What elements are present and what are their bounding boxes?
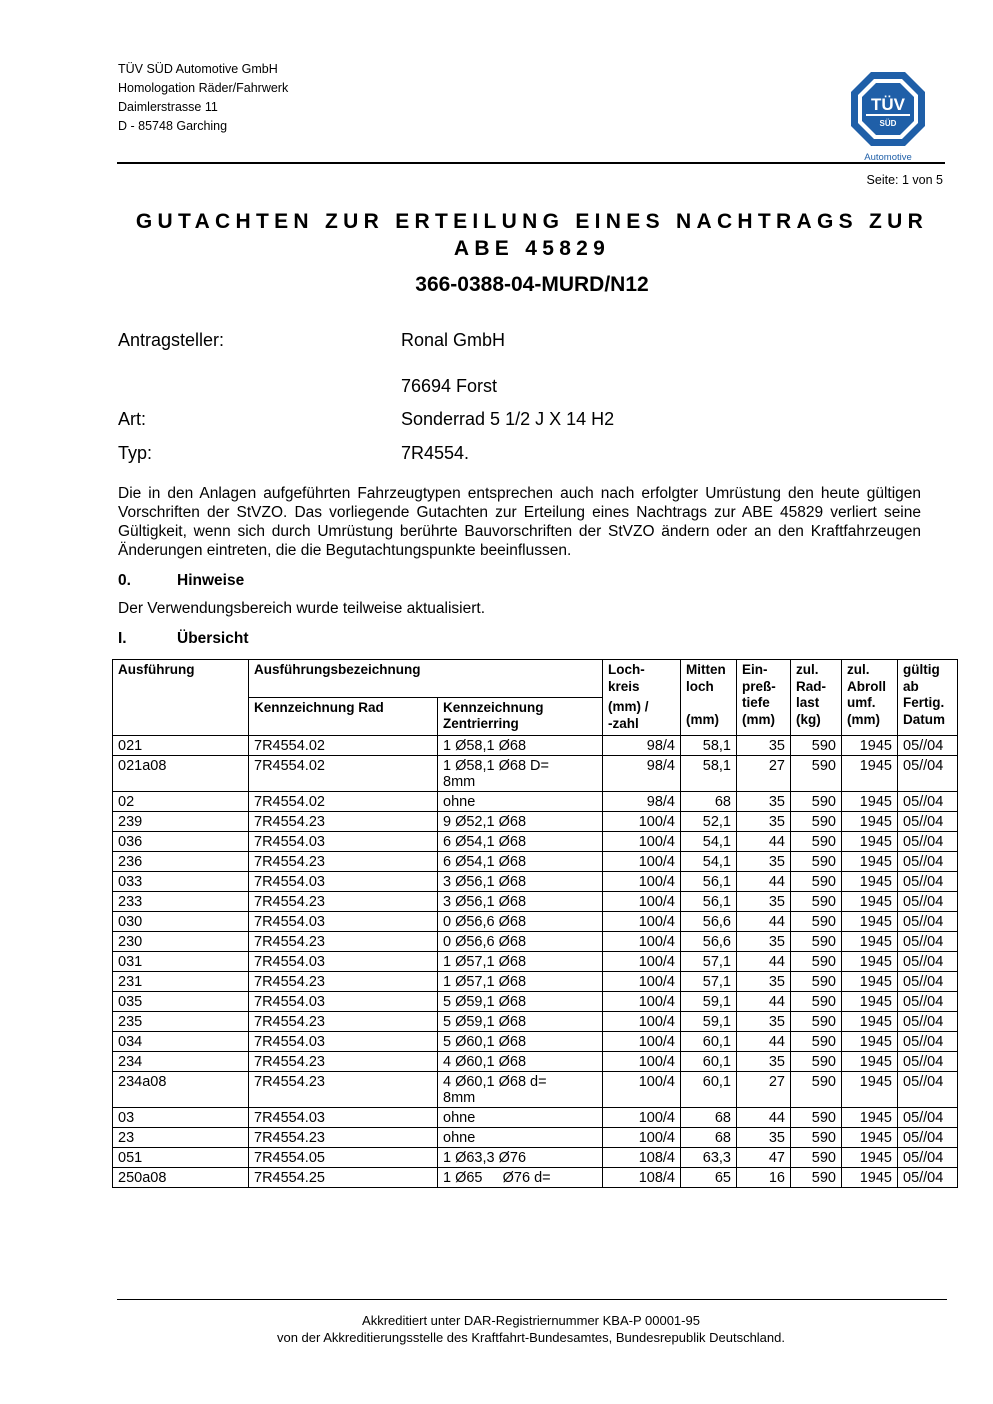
cell-mittenloch: 57,1: [681, 951, 737, 971]
cell-radlast: 590: [791, 971, 842, 991]
cell-mittenloch: 52,1: [681, 811, 737, 831]
cell-gueltig-ab: 05//04: [898, 1127, 958, 1147]
cell-gueltig-ab: 05//04: [898, 1071, 958, 1107]
cell-radlast: 590: [791, 735, 842, 755]
cell-gueltig-ab: 05//04: [898, 755, 958, 791]
cell-lochkreis: 100/4: [603, 851, 681, 871]
cell-gueltig-ab: 05//04: [898, 871, 958, 891]
cell-ausfuehrung: 031: [113, 951, 249, 971]
cell-kennzeichnung-rad: 7R4554.05: [249, 1147, 438, 1167]
svg-text:SÜD: SÜD: [879, 119, 897, 128]
header-radlast: zul. Rad- last (kg): [791, 660, 842, 736]
section-note: Der Verwendungsbereich wurde teilweise aktualisiert.: [118, 600, 486, 617]
cell-abrollumfang: 1945: [842, 1127, 898, 1147]
applicant-label: Antragsteller:: [118, 330, 225, 350]
cell-abrollumfang: 1945: [842, 831, 898, 851]
cell-lochkreis: 100/4: [603, 871, 681, 891]
cell-kennzeichnung-rad: 7R4554.23: [249, 1011, 438, 1031]
cell-einpresstiefe: 35: [737, 971, 791, 991]
cell-ausfuehrung: 233: [113, 891, 249, 911]
document-title: [118, 208, 946, 262]
cell-zentrierring: ohne: [438, 1127, 603, 1147]
cell-abrollumfang: 1945: [842, 1167, 898, 1187]
cell-radlast: 590: [791, 931, 842, 951]
title-line-2: ABE 45829: [453, 237, 611, 260]
intro-paragraph: Die in den Anlagen aufgeführten Fahrzeugtypen entsprechen auch nach erfolgter Umrüstung den heute gültigen Vorschriften der StVZO. Das vorliegende Gutachten zur Erteilung eines Nachtrags zur ABE 45829 verliert seine Gültigkeit, wenn sich durch Umrüstung berührte Bauvorschriften der StVZO ändern oder an den Kraftfahrzeugen Änderungen eintreten, die die Begutachtungspunkte beeinflussen.: [118, 485, 921, 559]
cell-mittenloch: 68: [681, 1107, 737, 1127]
model-label: Typ:: [118, 443, 153, 463]
header-gueltig-ab: gültig ab Fertig. Datum: [898, 660, 958, 736]
footer-divider: [117, 1299, 947, 1300]
header-mittenloch: Mitten loch (mm): [681, 660, 737, 736]
cell-radlast: 590: [791, 1127, 842, 1147]
cell-einpresstiefe: 44: [737, 951, 791, 971]
cell-lochkreis: 100/4: [603, 1031, 681, 1051]
cell-gueltig-ab: 05//04: [898, 991, 958, 1011]
cell-zentrierring: 6 Ø54,1 Ø68: [438, 831, 603, 851]
cell-abrollumfang: 1945: [842, 931, 898, 951]
cell-kennzeichnung-rad: 7R4554.03: [249, 991, 438, 1011]
cell-einpresstiefe: 35: [737, 1127, 791, 1147]
cell-kennzeichnung-rad: 7R4554.23: [249, 971, 438, 991]
cell-zentrierring: 4 Ø60,1 Ø68 d= 8mm: [438, 1071, 603, 1107]
svg-text:TÜV: TÜV: [871, 95, 905, 114]
cell-gueltig-ab: 05//04: [898, 951, 958, 971]
cell-einpresstiefe: 35: [737, 811, 791, 831]
cell-einpresstiefe: 35: [737, 791, 791, 811]
cell-mittenloch: 60,1: [681, 1031, 737, 1051]
address-line: D - 85748 Garching: [118, 119, 228, 133]
type-label: Art:: [118, 409, 147, 429]
table-row: [113, 1127, 958, 1147]
cell-kennzeichnung-rad: 7R4554.03: [249, 1031, 438, 1051]
cell-abrollumfang: 1945: [842, 1011, 898, 1031]
cell-ausfuehrung: 02: [113, 791, 249, 811]
cell-abrollumfang: 1945: [842, 755, 898, 791]
cell-ausfuehrung: 236: [113, 851, 249, 871]
cell-mittenloch: 56,1: [681, 871, 737, 891]
header-divider: [117, 162, 945, 164]
cell-ausfuehrung: 231: [113, 971, 249, 991]
cell-gueltig-ab: 05//04: [898, 1011, 958, 1031]
cell-abrollumfang: 1945: [842, 1107, 898, 1127]
cell-abrollumfang: 1945: [842, 871, 898, 891]
cell-zentrierring: 1 Ø57,1 Ø68: [438, 951, 603, 971]
table-row: [113, 1147, 958, 1167]
table-row: [113, 871, 958, 891]
cell-zentrierring: 4 Ø60,1 Ø68: [438, 1051, 603, 1071]
applicant-name: Ronal GmbH: [401, 330, 506, 350]
table-row: [113, 811, 958, 831]
table-row: [113, 991, 958, 1011]
cell-zentrierring: 0 Ø56,6 Ø68: [438, 931, 603, 951]
cell-kennzeichnung-rad: 7R4554.23: [249, 891, 438, 911]
section-title: Übersicht: [177, 630, 249, 647]
model-value: 7R4554.: [401, 443, 470, 463]
cell-zentrierring: 5 Ø60,1 Ø68: [438, 1031, 603, 1051]
cell-radlast: 590: [791, 1147, 842, 1167]
cell-radlast: 590: [791, 1107, 842, 1127]
section-number: I.: [118, 630, 127, 647]
cell-einpresstiefe: 35: [737, 735, 791, 755]
cell-mittenloch: 60,1: [681, 1051, 737, 1071]
cell-ausfuehrung: 033: [113, 871, 249, 891]
cell-einpresstiefe: 44: [737, 831, 791, 851]
cell-zentrierring: 6 Ø54,1 Ø68: [438, 851, 603, 871]
cell-ausfuehrung: 230: [113, 931, 249, 951]
cell-zentrierring: 5 Ø59,1 Ø68: [438, 1011, 603, 1031]
table-row: [113, 971, 958, 991]
cell-einpresstiefe: 47: [737, 1147, 791, 1167]
cell-einpresstiefe: 35: [737, 1051, 791, 1071]
cell-kennzeichnung-rad: 7R4554.02: [249, 755, 438, 791]
cell-einpresstiefe: 44: [737, 1031, 791, 1051]
table-row: [113, 951, 958, 971]
cell-mittenloch: 68: [681, 791, 737, 811]
cell-lochkreis: 100/4: [603, 1127, 681, 1147]
header-bezeichnung: Ausführungsbezeichnung: [249, 660, 603, 698]
cell-abrollumfang: 1945: [842, 851, 898, 871]
cell-abrollumfang: 1945: [842, 1051, 898, 1071]
cell-lochkreis: 100/4: [603, 991, 681, 1011]
cell-zentrierring: 3 Ø56,1 Ø68: [438, 871, 603, 891]
cell-mittenloch: 56,1: [681, 891, 737, 911]
cell-einpresstiefe: 27: [737, 755, 791, 791]
table-row: [113, 755, 958, 791]
cell-mittenloch: 59,1: [681, 1011, 737, 1031]
cell-abrollumfang: 1945: [842, 911, 898, 931]
cell-abrollumfang: 1945: [842, 991, 898, 1011]
cell-abrollumfang: 1945: [842, 1147, 898, 1167]
cell-radlast: 590: [791, 871, 842, 891]
cell-lochkreis: 100/4: [603, 1011, 681, 1031]
address-line: TÜV SÜD Automotive GmbH: [118, 62, 278, 76]
cell-ausfuehrung: 036: [113, 831, 249, 851]
cell-lochkreis: 100/4: [603, 831, 681, 851]
cell-kennzeichnung-rad: 7R4554.02: [249, 735, 438, 755]
cell-zentrierring: 9 Ø52,1 Ø68: [438, 811, 603, 831]
applicant-city: 76694 Forst: [401, 376, 498, 396]
cell-radlast: 590: [791, 911, 842, 931]
header-abrollumfang: zul. Abroll umf. (mm): [842, 660, 898, 736]
cell-kennzeichnung-rad: 7R4554.23: [249, 811, 438, 831]
cell-gueltig-ab: 05//04: [898, 971, 958, 991]
cell-mittenloch: 56,6: [681, 931, 737, 951]
cell-kennzeichnung-rad: 7R4554.02: [249, 791, 438, 811]
cell-radlast: 590: [791, 1071, 842, 1107]
cell-einpresstiefe: 35: [737, 1011, 791, 1031]
table-row: [113, 1071, 958, 1107]
table-row: [113, 1167, 958, 1187]
footer-line-1: Akkreditiert unter DAR-Registriernummer KBA-P 00001-95: [362, 1313, 700, 1328]
address-line: Daimlerstrasse 11: [118, 100, 218, 114]
cell-gueltig-ab: 05//04: [898, 911, 958, 931]
cell-gueltig-ab: 05//04: [898, 1167, 958, 1187]
cell-gueltig-ab: 05//04: [898, 891, 958, 911]
header-lochkreis: Loch- kreis: [603, 660, 681, 698]
cell-kennzeichnung-rad: 7R4554.03: [249, 951, 438, 971]
cell-lochkreis: 100/4: [603, 1051, 681, 1071]
cell-abrollumfang: 1945: [842, 1071, 898, 1107]
cell-zentrierring: 1 Ø63,3 Ø76: [438, 1147, 603, 1167]
cell-ausfuehrung: 23: [113, 1127, 249, 1147]
cell-zentrierring: 1 Ø58,1 Ø68 D= 8mm: [438, 755, 603, 791]
cell-lochkreis: 100/4: [603, 971, 681, 991]
cell-abrollumfang: 1945: [842, 735, 898, 755]
cell-ausfuehrung: 239: [113, 811, 249, 831]
cell-mittenloch: 68: [681, 1127, 737, 1147]
cell-einpresstiefe: 35: [737, 931, 791, 951]
cell-radlast: 590: [791, 831, 842, 851]
footer: [118, 1312, 944, 1346]
cell-gueltig-ab: 05//04: [898, 831, 958, 851]
cell-abrollumfang: 1945: [842, 1031, 898, 1051]
sender-address: [118, 60, 288, 136]
cell-einpresstiefe: 27: [737, 1071, 791, 1107]
cell-zentrierring: 3 Ø56,1 Ø68: [438, 891, 603, 911]
cell-gueltig-ab: 05//04: [898, 1051, 958, 1071]
cell-mittenloch: 65: [681, 1167, 737, 1187]
table-row: [113, 911, 958, 931]
cell-gueltig-ab: 05//04: [898, 1031, 958, 1051]
cell-mittenloch: 60,1: [681, 1071, 737, 1107]
cell-kennzeichnung-rad: 7R4554.03: [249, 1107, 438, 1127]
cell-ausfuehrung: 021a08: [113, 755, 249, 791]
cell-ausfuehrung: 021: [113, 735, 249, 755]
cell-ausfuehrung: 051: [113, 1147, 249, 1167]
cell-radlast: 590: [791, 1031, 842, 1051]
cell-lochkreis: 98/4: [603, 735, 681, 755]
header-kennzeichnung-rad: Kennzeichnung Rad: [249, 697, 438, 735]
cell-gueltig-ab: 05//04: [898, 1147, 958, 1167]
cell-einpresstiefe: 16: [737, 1167, 791, 1187]
cell-radlast: 590: [791, 1167, 842, 1187]
cell-lochkreis: 108/4: [603, 1167, 681, 1187]
header-lochkreis-zahl: (mm) / -zahl: [603, 697, 681, 735]
cell-gueltig-ab: 05//04: [898, 735, 958, 755]
cell-ausfuehrung: 235: [113, 1011, 249, 1031]
cell-lochkreis: 100/4: [603, 931, 681, 951]
cell-kennzeichnung-rad: 7R4554.23: [249, 1051, 438, 1071]
cell-mittenloch: 59,1: [681, 991, 737, 1011]
cell-radlast: 590: [791, 1011, 842, 1031]
type-value: Sonderrad 5 1/2 J X 14 H2: [401, 409, 615, 429]
footer-line-2: von der Akkreditierungsstelle des Kraftfahrt-Bundesamtes, Bundesrepublik Deutschland.: [276, 1330, 785, 1345]
cell-mittenloch: 63,3: [681, 1147, 737, 1167]
section-number: 0.: [118, 572, 131, 589]
cell-lochkreis: 98/4: [603, 755, 681, 791]
cell-lochkreis: 98/4: [603, 791, 681, 811]
cell-kennzeichnung-rad: 7R4554.23: [249, 1071, 438, 1107]
cell-radlast: 590: [791, 791, 842, 811]
cell-abrollumfang: 1945: [842, 811, 898, 831]
table-row: [113, 891, 958, 911]
cell-kennzeichnung-rad: 7R4554.03: [249, 871, 438, 891]
overview-table: [112, 659, 958, 1188]
cell-zentrierring: ohne: [438, 1107, 603, 1127]
cell-radlast: 590: [791, 1051, 842, 1071]
cell-zentrierring: ohne: [438, 791, 603, 811]
page-number: Seite: 1 von 5: [866, 173, 943, 187]
cell-kennzeichnung-rad: 7R4554.03: [249, 911, 438, 931]
cell-einpresstiefe: 44: [737, 871, 791, 891]
cell-lochkreis: 100/4: [603, 1107, 681, 1127]
cell-mittenloch: 56,6: [681, 911, 737, 931]
cell-zentrierring: 1 Ø58,1 Ø68: [438, 735, 603, 755]
cell-abrollumfang: 1945: [842, 791, 898, 811]
cell-lochkreis: 100/4: [603, 951, 681, 971]
table-row: [113, 1051, 958, 1071]
cell-mittenloch: 54,1: [681, 851, 737, 871]
svg-text:Automotive: Automotive: [864, 152, 912, 163]
cell-kennzeichnung-rad: 7R4554.23: [249, 851, 438, 871]
cell-lochkreis: 100/4: [603, 811, 681, 831]
address-line: Homologation Räder/Fahrwerk: [118, 81, 289, 95]
cell-ausfuehrung: 234: [113, 1051, 249, 1071]
title-line-1: GUTACHTEN ZUR ERTEILUNG EINES NACHTRAGS ZUR: [135, 210, 929, 233]
header-ausfuehrung: Ausführung: [113, 660, 249, 736]
table-row: [113, 851, 958, 871]
cell-einpresstiefe: 35: [737, 851, 791, 871]
cell-gueltig-ab: 05//04: [898, 1107, 958, 1127]
cell-mittenloch: 57,1: [681, 971, 737, 991]
cell-zentrierring: 0 Ø56,6 Ø68: [438, 911, 603, 931]
cell-radlast: 590: [791, 755, 842, 791]
cell-mittenloch: 58,1: [681, 735, 737, 755]
cell-mittenloch: 54,1: [681, 831, 737, 851]
cell-einpresstiefe: 35: [737, 891, 791, 911]
cell-zentrierring: 1 Ø65 Ø76 d=: [438, 1167, 603, 1187]
cell-kennzeichnung-rad: 7R4554.23: [249, 1127, 438, 1147]
cell-zentrierring: 5 Ø59,1 Ø68: [438, 991, 603, 1011]
cell-kennzeichnung-rad: 7R4554.25: [249, 1167, 438, 1187]
table-row: [113, 791, 958, 811]
document-number: 366-0388-04-MURD/N12: [415, 273, 649, 296]
section-title: Hinweise: [177, 572, 245, 589]
cell-lochkreis: 108/4: [603, 1147, 681, 1167]
cell-lochkreis: 100/4: [603, 1071, 681, 1107]
header-kennzeichnung-zentrierring: Kennzeichnung Zentrierring: [438, 697, 603, 735]
cell-abrollumfang: 1945: [842, 951, 898, 971]
cell-ausfuehrung: 034: [113, 1031, 249, 1051]
cell-lochkreis: 100/4: [603, 891, 681, 911]
cell-mittenloch: 58,1: [681, 755, 737, 791]
cell-einpresstiefe: 44: [737, 911, 791, 931]
cell-abrollumfang: 1945: [842, 971, 898, 991]
cell-radlast: 590: [791, 991, 842, 1011]
cell-ausfuehrung: 03: [113, 1107, 249, 1127]
cell-gueltig-ab: 05//04: [898, 811, 958, 831]
header-einpresstiefe: Ein- preß- tiefe (mm): [737, 660, 791, 736]
cell-einpresstiefe: 44: [737, 991, 791, 1011]
tuv-sud-logo: [849, 68, 927, 164]
cell-gueltig-ab: 05//04: [898, 791, 958, 811]
cell-kennzeichnung-rad: 7R4554.23: [249, 931, 438, 951]
cell-radlast: 590: [791, 851, 842, 871]
cell-gueltig-ab: 05//04: [898, 851, 958, 871]
cell-ausfuehrung: 234a08: [113, 1071, 249, 1107]
table-row: [113, 1011, 958, 1031]
table-body: [113, 735, 958, 1187]
table-row: [113, 1031, 958, 1051]
table-row: [113, 831, 958, 851]
cell-zentrierring: 1 Ø57,1 Ø68: [438, 971, 603, 991]
table-row: [113, 1107, 958, 1127]
cell-ausfuehrung: 250a08: [113, 1167, 249, 1187]
cell-kennzeichnung-rad: 7R4554.03: [249, 831, 438, 851]
cell-radlast: 590: [791, 951, 842, 971]
cell-abrollumfang: 1945: [842, 891, 898, 911]
cell-ausfuehrung: 035: [113, 991, 249, 1011]
cell-gueltig-ab: 05//04: [898, 931, 958, 951]
cell-ausfuehrung: 030: [113, 911, 249, 931]
table-row: [113, 931, 958, 951]
cell-lochkreis: 100/4: [603, 911, 681, 931]
cell-einpresstiefe: 44: [737, 1107, 791, 1127]
cell-radlast: 590: [791, 811, 842, 831]
cell-radlast: 590: [791, 891, 842, 911]
table-row: [113, 735, 958, 755]
